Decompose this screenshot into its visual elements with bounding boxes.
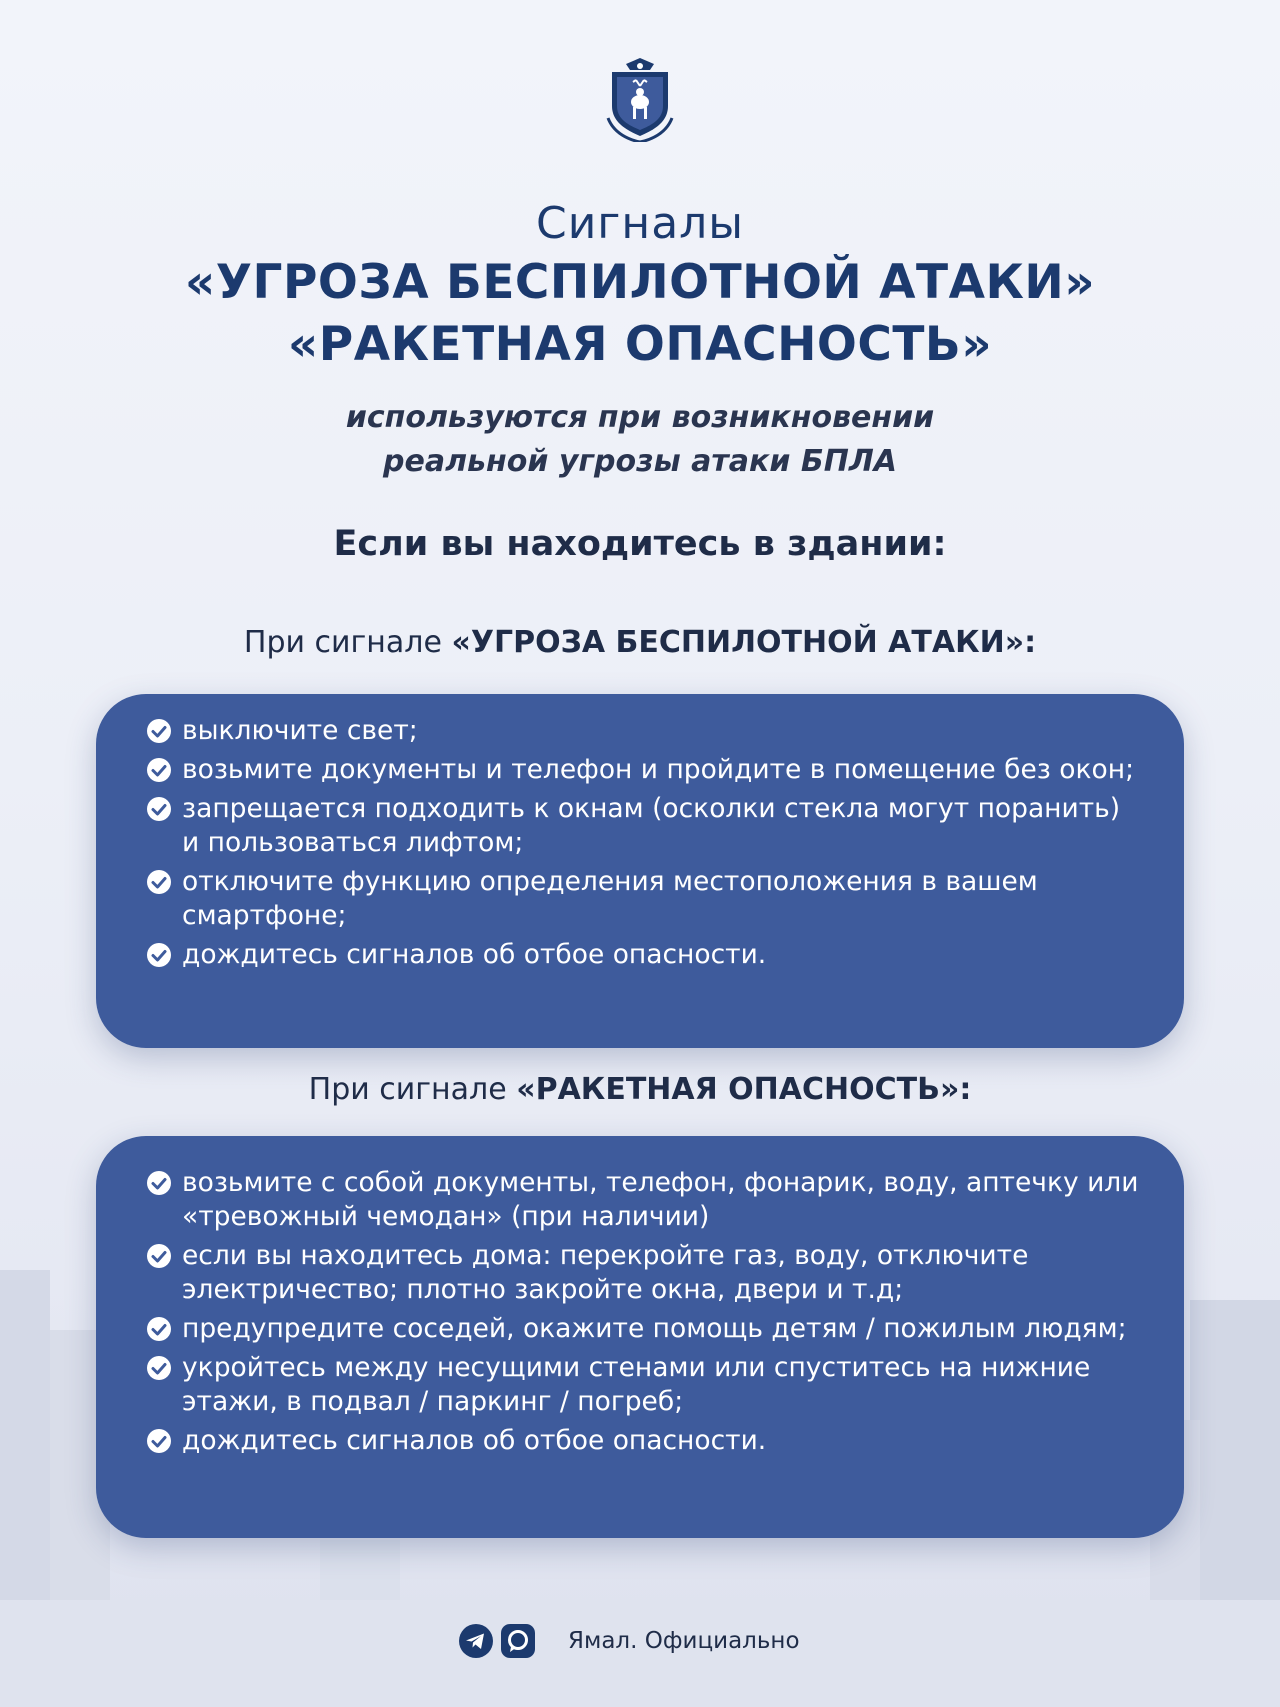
list-item-text: предупредите соседей, окажите помощь детям / пожилым людям; (182, 1313, 1127, 1344)
building-heading: Если вы находитесь в здании: (333, 524, 947, 564)
list-item-text: возьмите документы и телефон и пройдите в помещение без окон; (182, 754, 1134, 785)
subtitle (0, 396, 1280, 484)
subtitle-line1: используются при возникновении (345, 400, 935, 435)
list-item (146, 865, 1144, 933)
list-item-text: если вы находитесь дома: перекройте газ, воду, отключите электричество; плотно закройте окна, двери и т.д; (182, 1240, 1029, 1305)
list-item-text: дождитесь сигналов об отбое опасности. (182, 1425, 767, 1456)
list-item (146, 1312, 1144, 1346)
check-circle-icon (146, 1428, 172, 1454)
list-item (146, 1239, 1144, 1307)
title-block (0, 196, 1280, 376)
list-item-text: возьмите с собой документы, телефон, фонарик, воду, аптечку или «тревожный чемодан» (при наличии) (182, 1167, 1139, 1232)
title-line-signals: Сигналы (535, 198, 745, 249)
list-item (146, 1351, 1144, 1419)
footer (458, 1621, 800, 1661)
check-circle-icon (146, 942, 172, 968)
drone-instructions-card (96, 694, 1184, 1048)
list-item (146, 714, 1144, 748)
check-circle-icon (146, 1316, 172, 1342)
missile-heading-signal: «РАКЕТНАЯ ОПАСНОСТЬ»: (516, 1072, 972, 1107)
list-item (146, 792, 1144, 860)
title-line-missile-danger: «РАКЕТНАЯ ОПАСНОСТЬ» (287, 317, 993, 372)
telegram-icon[interactable] (458, 1623, 494, 1659)
list-item-text: дождитесь сигналов об отбое опасности. (182, 939, 767, 970)
max-messenger-icon[interactable] (500, 1623, 536, 1659)
check-circle-icon (146, 718, 172, 744)
check-circle-icon (146, 869, 172, 895)
check-circle-icon (146, 757, 172, 783)
list-item-text: выключите свет; (182, 715, 418, 746)
missile-instructions-card (96, 1136, 1184, 1538)
list-item (146, 1166, 1144, 1234)
check-circle-icon (146, 1243, 172, 1269)
title-line-drone-threat: «УГРОЗА БЕСПИЛОТНОЙ АТАКИ» (184, 255, 1096, 310)
drone-signal-heading (0, 625, 1280, 660)
channel-name: Ямал. Официально (568, 1628, 800, 1654)
yamal-coat-of-arms-icon (606, 58, 674, 142)
list-item-text: укройтесь между несущими стенами или спуститесь на нижние этажи, в подвал / паркинг / погреб; (182, 1352, 1091, 1417)
missile-signal-heading (0, 1072, 1280, 1107)
list-item-text: отключите функцию определения местоположения в вашем смартфоне; (182, 866, 1038, 931)
drone-heading-prefix: При сигнале (243, 625, 452, 660)
list-item (146, 1424, 1144, 1458)
subtitle-line2: реальной угрозы атаки БПЛА (383, 444, 897, 479)
check-circle-icon (146, 1355, 172, 1381)
check-circle-icon (146, 796, 172, 822)
list-item (146, 753, 1144, 787)
missile-heading-prefix: При сигнале (308, 1072, 517, 1107)
list-item-text: запрещается подходить к окнам (осколки стекла могут поранить) и пользоваться лифтом; (182, 793, 1121, 858)
list-item (146, 938, 1144, 972)
drone-heading-signal: «УГРОЗА БЕСПИЛОТНОЙ АТАКИ»: (451, 625, 1037, 660)
check-circle-icon (146, 1170, 172, 1196)
